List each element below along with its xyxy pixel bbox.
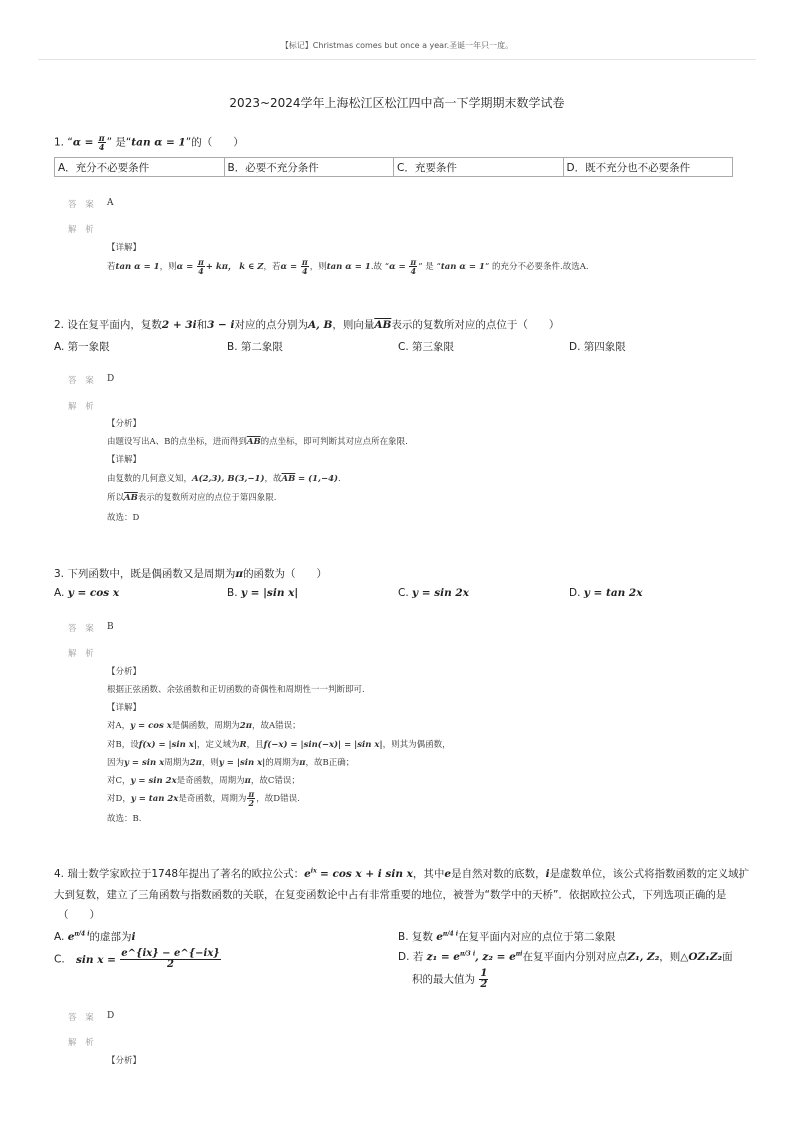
q3-option-a[interactable]: A. y = cos x — [54, 587, 120, 599]
q3-solution-line-c: 因为y = sin x周期为2π，则y = |sin x|的周期为π，故B正确； — [107, 758, 355, 768]
q1-option-d[interactable]: D．既不充分也不必要条件 — [563, 158, 733, 176]
q1-solution: 若tan α = 1，则α = $\frac{\pi}{4}$ + kπ， k ∈ Z，若α = $\frac{\pi}{4}$ ，则tan α = 1.故 “α = $\frac{\pi}{4}$ ” 是 “tan α = 1” 的充分不必要条件.故选A. — [107, 257, 589, 276]
q4-option-d[interactable]: D. 若 $z_1 = e^{\pi/3 i}$, $z_2 = e^{\pi i}$在复平面内分别对应点Z₁, Z₂，则△OZ₁Z₂面 — [398, 950, 733, 963]
q3-answer: B — [107, 622, 114, 632]
q2-analysis-label: 解 析 — [68, 402, 97, 412]
q4-option-c[interactable]: C. sin x = $\frac{e\^{}\{ix\} - e\^{}\{-ix\}}{2}$ — [54, 948, 220, 970]
q4-option-d-line-2: 积的最大值为 $\frac{1}{2}$ — [412, 968, 488, 990]
q1-answer-label: 答 案 — [68, 200, 97, 210]
q2-solution-line-3: 故选：D — [107, 513, 140, 523]
q1-option-b[interactable]: B．必要不充分条件 — [224, 158, 394, 176]
question-4-line-3: （ ） — [58, 909, 100, 921]
q3-solution-line-b: 对B，设f(x) = |sin x|，定义域为R，且f(−x) = |sin(−x)| = |sin x|，则其为偶函数， — [107, 740, 451, 750]
header-divider — [38, 59, 756, 60]
q3-solution-line-a: 对A，y = cos x是偶函数，周期为2π，故A错误； — [107, 721, 301, 731]
question-3: 3. 下列函数中，既是偶函数又是周期为π的函数为（ ） — [54, 568, 328, 580]
q4-analysis-label: 解 析 — [68, 1038, 97, 1048]
question-2: 2. 设在复平面内，复数2 + 3i和3 − i对应的点分别为A, B，则向量$\overline{AB}$表示的复数所对应的点位于（ ） — [54, 319, 560, 331]
q3-option-c[interactable]: C. y = sin 2x — [398, 587, 469, 599]
q2-option-c[interactable]: C. 第三象限 — [398, 341, 455, 353]
q2-solution-line-2: 所以$\overline{AB}$表示的复数所对应的点位于第四象限. — [107, 493, 277, 503]
fraction: $\frac{\pi}{4}$ — [98, 133, 105, 152]
question-4-line-1: 4. 瑞士数学家欧拉于1748年提出了著名的欧拉公式：$e^{ix} = \cos x + i$ sin x，其中e是自然对数的底数，i是虚数单位，该公式将指数函数的定义域扩 — [54, 867, 750, 880]
page-title: 2023~2024学年上海松江区松江四中高一下学期期末数学试卷 — [229, 96, 565, 110]
q1-analysis-label: 解 析 — [68, 225, 97, 235]
q3-option-b[interactable]: B. y = |sin x| — [227, 587, 299, 599]
q3-option-d[interactable]: D. y = tan 2x — [569, 587, 643, 599]
q4-option-b[interactable]: B. 复数 $e^{\pi/4 i}$在复平面内对应的点位于第二象限 — [398, 930, 616, 943]
q1-number: 1. — [54, 136, 65, 149]
q1-option-a[interactable]: A．充分不必要条件 — [58, 162, 150, 174]
q2-answer-label: 答 案 — [68, 376, 97, 386]
q4-analysis-tag: 【分析】 — [107, 1056, 142, 1066]
q3-analysis-text: 根据正弦函数、余弦函数和正切函数的奇偶性和周期性一一判断即可. — [107, 685, 365, 695]
q2-analysis-tag: 【分析】 — [107, 419, 142, 429]
q3-solution-line-f: 故选：B. — [107, 814, 142, 824]
q3-solution-line-e: 对D，y = tan 2x是奇函数，周期为 $\frac{\pi}{2}$ ，故D错误. — [107, 789, 300, 808]
q4-answer: D — [107, 1011, 115, 1021]
q2-answer: D — [107, 374, 115, 384]
q2-option-a[interactable]: A. 第一象限 — [54, 341, 110, 353]
q1-answer: A — [107, 198, 114, 208]
question-1: 1. “α = $\frac{\pi}{4}$ ” 是“tan α = 1”的（ ） — [54, 133, 244, 152]
q1-detail-tag: 【详解】 — [107, 243, 142, 253]
q1-option-c[interactable]: C．充要条件 — [393, 158, 563, 176]
q3-analysis-tag: 【分析】 — [107, 667, 142, 677]
q2-analysis-text: 由题设写出A、B的点坐标，进而得到$\overline{AB}$的点坐标，即可判断其对应点所在象限. — [107, 437, 408, 447]
question-4-line-2: 大到复数，建立了三角函数与指数函数的关联，在复变函数论中占有非常重要的地位，被誉为“数学中的天桥”．依据欧拉公式，下列选项正确的是 — [54, 889, 727, 901]
q2-option-d[interactable]: D. 第四象限 — [569, 341, 626, 353]
q4-option-a[interactable]: A. $e^{\pi/4 i}$的虚部为i — [54, 930, 136, 943]
q3-solution-line-d: 对C，y = sin 2x是奇函数，周期为π，故C错误； — [107, 776, 300, 786]
q3-detail-tag: 【详解】 — [107, 703, 142, 713]
q4-answer-label: 答 案 — [68, 1013, 97, 1023]
header-note: 【标记】Christmas comes but once a year.圣诞一年只一度。 — [280, 41, 514, 50]
q3-analysis-label: 解 析 — [68, 649, 97, 659]
q2-detail-tag: 【详解】 — [107, 455, 142, 465]
q2-solution-line-1: 由复数的几何意义知，A(2,3), B(3,−1)，故$\overline{AB} = (1,-4)$. — [107, 474, 341, 484]
q2-option-b[interactable]: B. 第二象限 — [227, 341, 283, 353]
q1-options-table — [54, 157, 733, 177]
q3-answer-label: 答 案 — [68, 624, 97, 634]
